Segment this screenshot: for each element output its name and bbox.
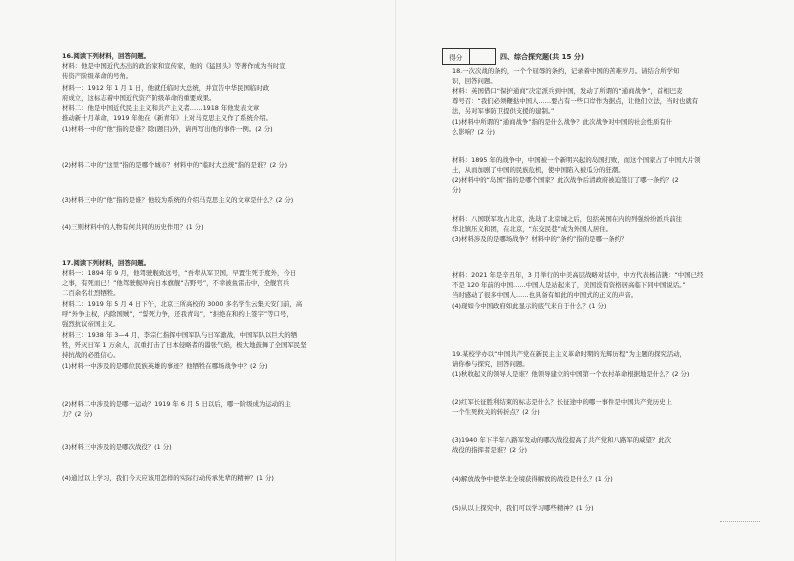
q19-question2-line2: 一个生死攸关的转折点？(2 分) xyxy=(452,408,540,416)
q17-question4: (4)通过以上学习，我们今天应该用怎样的实际行动传承先辈的精神？(1 分) xyxy=(62,474,274,482)
q19-question4: (4)解放战争中使华北全境获得解放的战役是什么？(1 分) xyxy=(452,475,613,483)
q18-lead-line1: 18.一次次战的条约，一个个屈辱的条约，记录着中国的苦难岁月。请结合所学知 xyxy=(452,67,680,75)
q17-material1-line2: 之事，有死而已！”他驾驶舰冲向日本旗舰“吉野号”，不幸被鱼雷击中，全舰官兵 xyxy=(62,279,290,287)
q18-question2-line1: (2)材料中的“岛国”指的是哪个国家？此次战争后清政府被迫签订了哪一条约？(2 xyxy=(452,176,679,184)
q16-title: 16.阅读下列材料，回答问题。 xyxy=(62,52,151,60)
q17-material2-line2: 呼“外争主权，内除国贼”，“誓死力争，还我青岛”，“拒绝在和约上签字”等口号， xyxy=(62,310,293,318)
q18-question1-line1: (1)材料中所谓的“通商战争”指的是什么战争？此次战争对中国的社会性质有什 xyxy=(452,118,673,126)
q19-lead-line1: 19.某校学办以“中国共产党在新民主主义革命时期的光辉历程”为主题的探究活动， xyxy=(452,350,687,358)
q18-material2-line1: 材料：1895 年的战争中，中国被一个新明兴起的岛国打败，而这个国家占了中国大片领 xyxy=(452,156,701,164)
q18-material1-line1: 材料：英国借口“保护通商”决定派兵到中国，发动了所谓的“通商战争”，首相巴麦 xyxy=(452,87,683,95)
q18-material2-line2: 土，从而加剧了中国的民族危机，使中国陷入被瓜分的狂潮。 xyxy=(452,166,625,174)
q18-question3: (3)材料涉及的是哪场战争？材料中的“条约”指的是哪一条约？ xyxy=(452,235,628,243)
q19-question5: (5)从以上探究中，我们可以学习哪些精神？(1 分) xyxy=(452,504,594,512)
q16-material2-line2: 推动新十月革命，1919 年他在《新青年》上对马克思主义作了系统介绍。 xyxy=(62,114,273,122)
q19-question2-line1: (2)红军长征胜利结束的标志是什么？长征途中的哪一事件是中国共产党历史上 xyxy=(452,398,672,406)
dotted-mark xyxy=(720,521,760,523)
q18-material3-line2: 华北镇压义和团，在北京，“东交民巷”成为外国人居住。 xyxy=(452,225,612,233)
q18-question2-line2: 分) xyxy=(452,186,461,194)
q16-material2-line1: 材料二：他是中国近代民主主义和共产主义者……1918 年他发表文章 xyxy=(62,104,260,112)
q17-question1: (1)材料一中涉及的是哪位民族英雄的事迹？他牺牲在哪场战争中？(2 分) xyxy=(62,362,268,370)
q18-question1-line2: 么影响？(2 分) xyxy=(452,128,496,136)
q17-material3-line1: 材料三：1938 年 3—4 月，李宗仁指挥中国军队与日军激战，中国军队以巨大的牺 xyxy=(62,331,297,339)
q17-question2-line1: (2)材料二中涉及的是哪一运动？1919 年 6 月 5 日以后，哪一阶级成为运动的主 xyxy=(62,400,291,408)
q18-material3-line1: 材料：八国联军攻占北京，洗劫了北京城之后，包括英国在内的列强纷纷派兵前往 xyxy=(452,215,683,223)
q16-question2: (2)材料二中的“这里”指的是哪个城市？材料中的“临时大总统”指的是谁？(2 分) xyxy=(62,161,288,169)
q18-material4-line3: 当时感动了很多中国人……也具备有如此的中国式的正义的声音。 xyxy=(452,291,638,299)
q19-question1: (1)秋收起义的领导人是谁？他领导建立的中国第一个农村革命根据地是什么？(2 分) xyxy=(452,370,690,378)
right-column xyxy=(452,0,752,561)
q16-intro-line1: 材料：他是中国近代杰出的政治家和宣传家，他的《猛回头》等著作成为当时宣 xyxy=(62,62,286,70)
q16-material1-line2: 府成立，这标志着中国近代资产阶级革命的重要成果。 xyxy=(62,94,216,102)
section-title: 四、综合探究题(共 15 分) xyxy=(500,53,585,61)
q16-intro-line2: 传资产阶级革命的号角。 xyxy=(62,72,133,80)
q17-material2-line1: 材料二：1919 年 5 月 4 日下午，北京三所高校的 3000 多名学生云集天安门前，高 xyxy=(62,300,303,308)
q17-material3-line3: 持抗战的必胜信心。 xyxy=(62,351,120,359)
q16-question4: (4)三则材料中的人物有何共同的历史作用？(1 分) xyxy=(62,223,204,231)
q19-lead-line2: 请你参与探究，回答问题。 xyxy=(452,360,529,368)
q18-material4-line1: 材料：2021 年是辛丑年，3 月举行的中美高层战略对话中，中方代表杨洁篪：“中国已经 xyxy=(452,271,704,279)
q16-question3: (3)材料三中的“他”指的是谁？他较为系统的介绍马克思主义的文章是什么？(2 分) xyxy=(62,196,294,204)
q16-material1-line1: 材料一：1912 年 1 月 1 日，他就任临时大总统，并宣告中华民国临时政 xyxy=(62,84,270,92)
q16-question1: (1)材料一中的“他”指的是谁？除(题目)外，请再写出他的事件一例。(2 分) xyxy=(62,125,273,133)
page-fold-divider xyxy=(395,0,396,561)
q17-material3-line2: 牲，歼灭日军 1 万余人，沉重打击了日本侵略者的嚣张气焰，极大地鼓舞了全国军民坚 xyxy=(62,341,307,349)
score-label: 得分 xyxy=(443,49,470,64)
q17-material1-line1: 材料一：1894 年 9 月，他驾驶舰致远号，“吾辈从军卫国，早置生死于度外，今日 xyxy=(62,269,297,277)
q19-question3-line1: (3)1940 年下半年八路军发动的哪次战役提高了共产党和八路军的威望？此次 xyxy=(452,436,672,444)
q17-material2-line3: 强烈抗议帝国主义。 xyxy=(62,320,120,328)
q18-lead-line2: 识，回答问题。 xyxy=(452,77,497,85)
q17-title: 17.阅读下列材料，回答问题。 xyxy=(62,259,151,267)
q17-question3: (3)材料三中涉及的是哪次战役？(1 分) xyxy=(62,443,172,451)
q18-material4-line2: 不是 120 年前的中国……中国人是站起来了，美国没有资格居高临下同中国说话。” xyxy=(452,281,686,289)
left-column xyxy=(62,0,380,561)
q18-material1-line3: 法，另对军事防卫提供支援的建制。” xyxy=(452,107,555,115)
q18-question4: (4)现如今中国政府如此显示的底气来自于什么？(1 分) xyxy=(452,302,607,310)
q17-question2-line2: 力？(2 分) xyxy=(62,410,93,418)
q18-material1-line2: 尊号召：“我们必须鞭挞中国人……要占有一些口岸作为据点，让他们立法，当时也就有 xyxy=(452,97,699,105)
q17-material1-line3: 二百余名壮烈牺牲。 xyxy=(62,289,120,297)
q19-question3-line2: 战役的指挥者是谁？(2 分) xyxy=(452,446,527,454)
